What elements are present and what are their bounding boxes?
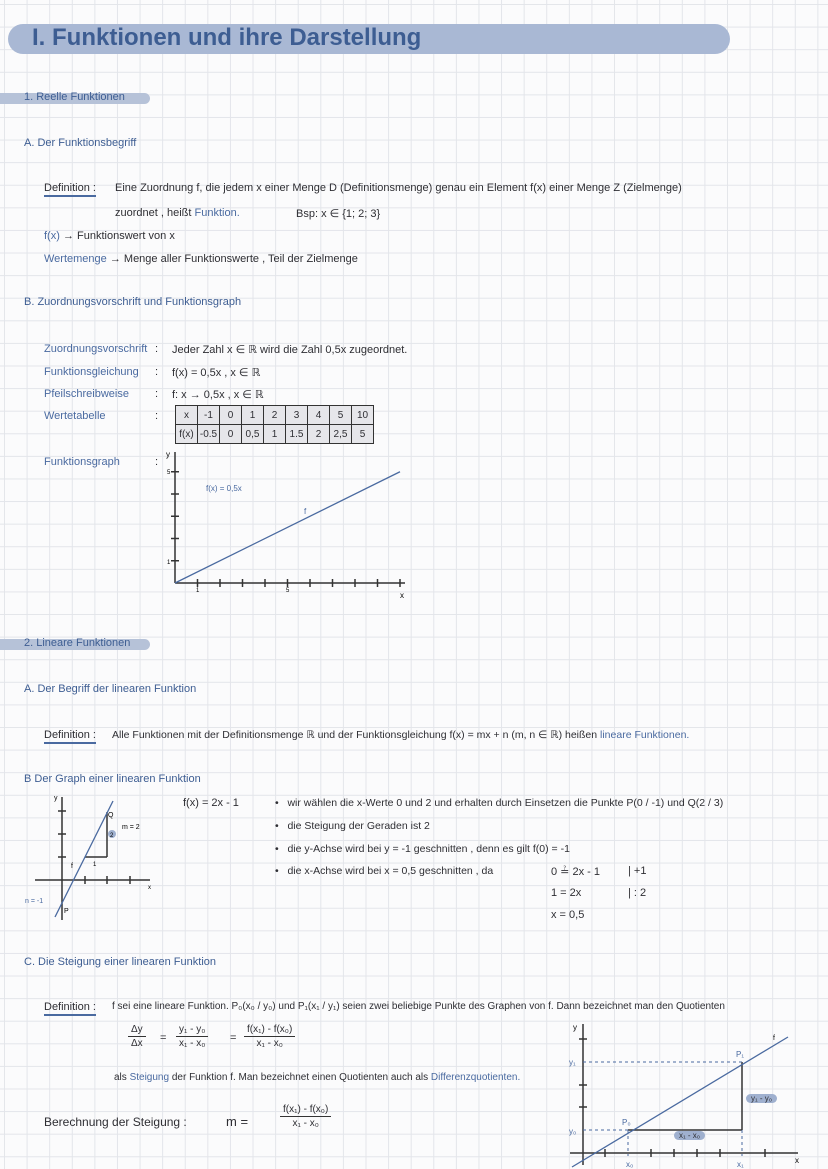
point-q-label: Q: [108, 812, 114, 819]
intercept-label: n = -1: [25, 898, 44, 905]
colon: :: [155, 388, 159, 400]
definition-text: f sei eine lineare Funktion. P₀(x₀ / y₀) und P₁(x₁ / y₁) seien zwei beliebige Punkte des Graphen von f. Dann bezeichnet man den Quotienten: [112, 1001, 725, 1012]
table-cell: 1: [242, 406, 264, 425]
delta-x-label: x₁ - x₀: [674, 1131, 705, 1140]
subsection-2b-heading: B Der Graph einer linearen Funktion: [24, 773, 201, 785]
step-eq: x = 0,5: [551, 909, 585, 921]
quotient-f: [244, 1024, 295, 1049]
table-cell: 5: [330, 406, 352, 425]
fx-term: f(x): [44, 230, 60, 242]
denominator: x₁ - x₀: [179, 1038, 206, 1049]
table-cell: 2: [308, 425, 330, 444]
subsection-2c-heading: C. Die Steigung einer linearen Funktion: [24, 956, 217, 968]
table-cell: 4: [308, 406, 330, 425]
bullet-item: • die x-Achse wird bei x = 0,5 geschnitten , da: [275, 865, 494, 877]
y0-label: y₀: [569, 1127, 577, 1136]
definition-body: Alle Funktionen mit der Definitionsmenge ℝ und der Funktionsgleichung f(x) = mx + n (m, n ∈ ℝ) heißen: [112, 729, 598, 741]
y-axis-label: y: [573, 1023, 577, 1032]
table-cell: -1: [198, 406, 220, 425]
table-cell: 1.5: [286, 425, 308, 444]
fx-desc: → Funktionswert von x: [62, 230, 175, 242]
bullet-item: • die y-Achse wird bei y = -1 geschnitten , denn es gilt f(0) = -1: [275, 843, 570, 855]
table-cell: 10: [352, 406, 374, 425]
graph-f-label: f: [304, 507, 307, 516]
bullet-item: • die Steigung der Geraden ist 2: [275, 820, 430, 832]
table-cell: 3: [286, 406, 308, 425]
subsection-2a-heading: A. Der Begriff der linearen Funktion: [24, 683, 197, 695]
denominator: x₁ - x₀: [256, 1038, 283, 1049]
bullet-text: die x-Achse wird bei x = 0,5 geschnitten , da: [287, 865, 494, 877]
definition-label: Definition :: [44, 1001, 96, 1016]
row-label: Zuordnungsvorschrift: [44, 343, 148, 355]
equals: =: [230, 1032, 237, 1044]
colon: :: [155, 366, 159, 378]
example: Bsp: x ∈ {1; 2; 3}: [296, 208, 381, 220]
table-cell: 0: [220, 406, 242, 425]
row-value: Jeder Zahl x ∈ ℝ wird die Zahl 0,5x zugeordnet.: [172, 344, 408, 356]
step-eq: 1 = 2x: [551, 887, 582, 899]
denominator: Δx: [131, 1038, 143, 1049]
numerator: Δy: [128, 1024, 146, 1037]
subsection-1a-heading: A. Der Funktionsbegriff: [24, 137, 137, 149]
als-text: als: [114, 1072, 127, 1083]
subsection-1b-heading: B. Zuordnungsvorschrift und Funktionsgraph: [24, 296, 242, 308]
table-cell: 1: [264, 425, 286, 444]
als-line: [114, 1072, 520, 1083]
slope-formula: [280, 1104, 331, 1129]
row-value: f(x) = 0,5x , x ∈ ℝ: [172, 367, 261, 379]
graph-f-label: f: [773, 1035, 775, 1042]
x-axis-label: x: [148, 885, 151, 891]
step-op: | : 2: [628, 887, 647, 899]
page-title: I. Funktionen und ihre Darstellung: [32, 24, 422, 51]
table-cell: x: [176, 406, 198, 425]
term-steigung: Steigung: [129, 1072, 170, 1083]
step-eq: 0 ≟ 2x - 1: [551, 866, 600, 878]
term-lineare-funktionen: lineare Funktionen.: [600, 729, 690, 741]
table-cell: 2,5: [330, 425, 352, 444]
term-differenzquotient: Differenzquotienten.: [430, 1072, 521, 1083]
graph-line-f: [55, 801, 113, 917]
mid-text: der Funktion f. Man bezeichnet einen Quotienten auch als: [171, 1072, 429, 1083]
y-tick-label: 1: [167, 560, 171, 566]
table-cell: 0,5: [242, 425, 264, 444]
term-funktion: Funktion.: [194, 207, 240, 219]
rise-label: 2: [110, 833, 114, 839]
x1-label: x₁: [737, 1160, 744, 1169]
row-label: Pfeilschreibweise: [44, 388, 129, 400]
function-equation: f(x) = 2x - 1: [183, 797, 239, 809]
m-equals: m =: [226, 1114, 249, 1129]
row-label: Wertetabelle: [44, 410, 106, 422]
colon: :: [155, 343, 159, 355]
quotient-delta: [128, 1024, 146, 1049]
point-p0-label: P₀: [622, 1118, 631, 1127]
graph-equation: f(x) = 0,5x: [206, 484, 242, 493]
table-cell: f(x): [176, 425, 198, 444]
colon: :: [155, 410, 159, 422]
bullet-text: die y-Achse wird bei y = -1 geschnitten , denn es gilt f(0) = -1: [287, 843, 570, 855]
colon: :: [155, 456, 159, 468]
table-cell: 0: [220, 425, 242, 444]
calc-label: Berechnung der Steigung :: [44, 1115, 187, 1129]
delta-y-label: y₁ - y₀: [746, 1094, 777, 1103]
x-axis-label: x: [795, 1156, 799, 1165]
definition-label: Definition :: [44, 729, 96, 744]
step-op: | +1: [628, 865, 647, 877]
definition-label: Definition :: [44, 182, 96, 197]
graph-f-label: f: [71, 863, 73, 870]
bullet-item: • wir wählen die x-Werte 0 und 2 und erhalten durch Einsetzen die Punkte P(0 / -1) und Q(2 / 3): [275, 797, 724, 809]
wm-desc: → Menge aller Funktionswerte , Teil der Zielmenge: [109, 253, 358, 265]
bullet-text: wir wählen die x-Werte 0 und 2 und erhalten durch Einsetzen die Punkte P(0 / -1) und Q(2 / 3): [287, 797, 724, 809]
point-p1-label: P₁: [736, 1050, 745, 1059]
point-p-label: P: [64, 908, 69, 915]
x0-label: x₀: [626, 1160, 634, 1169]
bullet-text: die Steigung der Geraden ist 2: [287, 820, 430, 832]
x-tick-label: 1: [196, 588, 200, 594]
numerator: f(x₁) - f(x₀): [244, 1024, 295, 1037]
denominator: x₁ - x₀: [292, 1118, 319, 1129]
y1-label: y₁: [569, 1058, 576, 1067]
x-tick-label: 5: [286, 588, 290, 594]
table-cell: 2: [264, 406, 286, 425]
definition-text: Eine Zuordnung f, die jedem x einer Menge D (Definitionsmenge) genau ein Element f(x) einer Menge Z (Zielmenge): [115, 182, 682, 194]
definition-text: [112, 729, 689, 741]
table-cell: -0.5: [198, 425, 220, 444]
y-tick-label: 5: [167, 470, 171, 476]
graph-label: Funktionsgraph: [44, 456, 120, 468]
section-2-heading: 2. Lineare Funktionen: [24, 637, 131, 649]
slope-label: m = 2: [122, 824, 140, 831]
table-cell: 5: [352, 425, 374, 444]
numerator: f(x₁) - f(x₀): [280, 1104, 331, 1117]
row-label: Funktionsgleichung: [44, 366, 139, 378]
numerator: y₁ - y₀: [176, 1024, 208, 1037]
run-label: 1: [93, 862, 97, 868]
section-1-heading: 1. Reelle Funktionen: [24, 91, 125, 103]
definition-text-2a: zuordnet , heißt: [115, 207, 192, 219]
equals: =: [160, 1032, 167, 1044]
x-axis-label: x: [400, 591, 404, 600]
quotient-y: [176, 1024, 208, 1049]
y-axis-label: y: [166, 450, 170, 459]
y-axis-label: y: [54, 795, 58, 802]
wm-term: Wertemenge: [44, 253, 107, 265]
row-value: f: x → 0,5x , x ∈ ℝ: [172, 389, 264, 401]
